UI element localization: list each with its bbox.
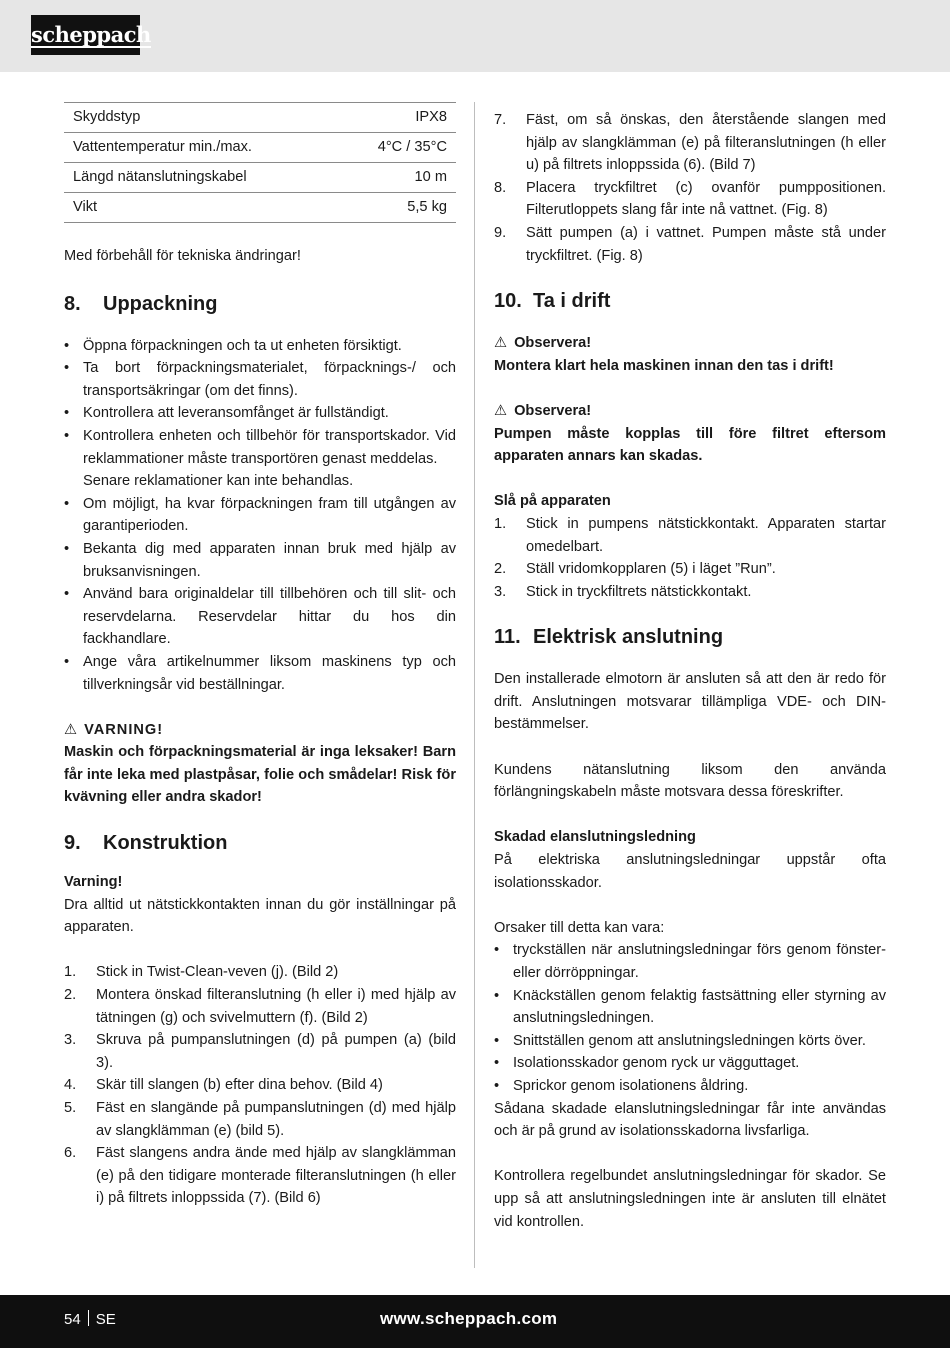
paragraph: Kontrollera regelbundet anslutningsledningar för skador. Se upp så att anslutningsledningen inte är ansluten till elnätet vid kontrollen.	[494, 1168, 886, 1230]
list-item: • Kontrollera att leveransomfånget är fullständigt.	[64, 405, 389, 422]
note-text: Montera klart hela maskinen innan den tas i drift!	[494, 357, 834, 374]
warning-heading: ⚠ VARNING!	[64, 719, 456, 742]
list-item: • Sprickor genom isolationens åldring.	[494, 1077, 749, 1094]
section-title: Ta i drift	[533, 290, 611, 313]
list-item: • Isolationsskador genom ryck ur vägguttaget.	[494, 1055, 800, 1072]
list-item: 2. Montera önskad filteranslutning (h eller i) med hjälp av tätningen (g) och svivelmuttern (f). (Bild 2)	[64, 987, 456, 1026]
language-code: SE	[95, 1311, 116, 1328]
spec-value: 4°C / 35°C	[336, 133, 456, 163]
list-item: • Ange våra artikelnummer liksom maskinens typ och tillverkningsår vid beställningar.	[64, 653, 456, 693]
tech-changes-note: Med förbehåll för tekniska ändringar!	[64, 248, 301, 264]
separator	[88, 1310, 89, 1326]
section-title: Elektrisk anslutning	[533, 626, 724, 649]
note-text: Pumpen måste kopplas till före filtret eftersom apparaten annars kan skadas.	[494, 425, 886, 465]
warning-triangle-icon: ⚠	[64, 721, 78, 738]
switch-on-heading: Slå på apparaten	[494, 493, 611, 510]
warning-text: Dra alltid ut nätstickkontakten innan du gör inställningar på apparaten.	[64, 896, 456, 936]
list-item: • tryckställen när anslutningsledningar förs genom fönster- eller dörröppningar.	[494, 942, 886, 981]
table-row	[64, 103, 456, 133]
list-item-extra: Senare reklamationer kan inte behandlas.	[83, 473, 354, 490]
note-heading: ⚠ Observera!	[494, 332, 886, 355]
list-item: 3. Stick in tryckfiltrets nätstickkontakt.	[494, 583, 752, 600]
section-title: Konstruktion	[103, 832, 228, 855]
list-item: 1. Stick in Twist-Clean-veven (j). (Bild 2)	[64, 964, 339, 981]
spec-table	[64, 102, 456, 223]
spec-value: IPX8	[336, 103, 456, 133]
spec-label: Skyddstyp	[64, 103, 336, 133]
section-title: Uppackning	[103, 292, 218, 315]
unpacking-list	[64, 335, 456, 697]
construction-steps	[64, 961, 456, 1210]
list-item: • Om möjligt, ha kvar förpackningen fram till utgången av garantiperioden.	[64, 495, 456, 535]
header-bar	[0, 0, 950, 72]
list-item: • Öppna förpackningen och ta ut enheten försiktigt.	[64, 337, 402, 354]
list-item: • Snittställen genom att anslutningsledningen körts över.	[494, 1032, 866, 1049]
note-heading: ⚠ Observera!	[494, 400, 886, 423]
switch-on-steps	[494, 513, 886, 603]
left-column	[64, 102, 456, 1210]
paragraph: Den installerade elmotorn är ansluten så att den är redo för drift. Anslutningen motsvarar tillämpliga VDE- och DIN-bestämmelser.	[494, 671, 886, 733]
list-item: • Kontrollera enheten och tillbehör för transportskador. Vid reklammationer måste transportören genast meddelas. Senare reklamationer kan inte behandlas.	[64, 427, 456, 490]
section-number: 9.	[64, 832, 81, 855]
paragraph: På elektriska anslutningsledningar uppstår ofta isolationsskador.	[494, 852, 886, 891]
list-item: 2. Ställ vridomkopplaren (5) i läget ”Run”.	[494, 561, 776, 578]
paragraph: Sådana skadade elanslutningsledningar får inte användas och är på grund av isolationsskadorna livsfarliga.	[494, 1100, 886, 1140]
website-link[interactable]: www.scheppach.com	[380, 1309, 558, 1328]
damaged-cable-heading: Skadad elanslutningsledning	[494, 829, 696, 846]
section-8-heading	[64, 290, 456, 318]
list-item: 1. Stick in pumpens nätstickkontakt. Apparaten startar omedelbart.	[494, 515, 886, 555]
section-number: 11.	[494, 626, 521, 649]
list-item: 7. Fäst, om så önskas, den återstående slangen med hjälp av slangklämman (e) på filteranslutningen (h eller u) på filtrets inloppssida (6). (Bild 7)	[494, 112, 886, 174]
list-item: • Ta bort förpackningsmaterialet, förpacknings-/ och transportsäkringar (om det finns).	[64, 360, 456, 399]
list-item: 9. Sätt pumpen (a) i vattnet. Pumpen måste stå under tryckfiltret. (Fig. 8)	[494, 224, 886, 264]
warning-heading: Varning!	[64, 874, 123, 891]
warning-triangle-icon: ⚠	[494, 335, 508, 352]
causes-intro: Orsaker till detta kan vara:	[494, 919, 665, 936]
list-item: 8. Placera tryckfiltret (c) ovanför pumppositionen. Filterutloppets slang får inte nå vattnet. (Fig. 8)	[494, 179, 886, 219]
section-number: 8.	[64, 292, 81, 315]
section-11-heading	[494, 623, 886, 651]
list-item: 6. Fäst slangens andra ände med hjälp av slangklämman (e) på den tidigare monterade filteranslutningen (h eller i) på filtrets inloppssida (7). (Bild 6)	[64, 1145, 456, 1207]
spec-label: Längd nätanslutningskabel	[64, 163, 336, 193]
brand-logo	[31, 15, 151, 55]
spec-label: Vattentemperatur min./max.	[64, 133, 336, 163]
spec-value: 10 m	[336, 163, 456, 193]
paragraph: Kundens nätanslutning liksom den använda förlängningskabeln måste motsvara dessa föreskrifter.	[494, 761, 886, 801]
warning-triangle-icon: ⚠	[494, 402, 508, 419]
brand-logo-text: scheppach	[31, 22, 151, 47]
footer-bar	[0, 1295, 950, 1348]
list-item: • Bekanta dig med apparaten innan bruk med hjälp av bruksanvisningen.	[64, 540, 456, 580]
list-item: • Knäckställen genom felaktig fastsättning eller styrning av anslutningsledningen.	[494, 987, 886, 1027]
construction-steps-continued	[494, 109, 886, 267]
list-item: 3. Skruva på pumpanslutningen (d) på pumpen (a) (bild 3).	[64, 1032, 456, 1071]
spec-value: 5,5 kg	[336, 193, 456, 223]
right-column	[494, 109, 886, 1233]
section-10-heading	[494, 287, 886, 315]
section-number: 10.	[494, 290, 522, 313]
causes-list	[494, 939, 886, 1097]
table-row	[64, 163, 456, 193]
table-row	[64, 193, 456, 223]
page-number: 54 SE	[64, 1311, 116, 1328]
spec-label: Vikt	[64, 193, 336, 223]
warning-text: Maskin och förpackningsmaterial är inga leksaker! Barn får inte leka med plastpåsar, folie och smådelar! Risk för kvävning eller andra skador!	[64, 744, 456, 806]
list-item: 5. Fäst en slangände på pumpanslutningen (d) med hjälp av slangklämman (e) (bild 5).	[64, 1100, 456, 1139]
table-row	[64, 133, 456, 163]
column-divider	[474, 102, 475, 1268]
list-item: 4. Skär till slangen (b) efter dina behov. (Bild 4)	[64, 1077, 383, 1094]
section-9-heading	[64, 829, 456, 857]
list-item: • Använd bara originaldelar till tillbehören och till slit- och reservdelarna. Reservdelar hittar du hos din fackhandlare.	[64, 586, 456, 648]
